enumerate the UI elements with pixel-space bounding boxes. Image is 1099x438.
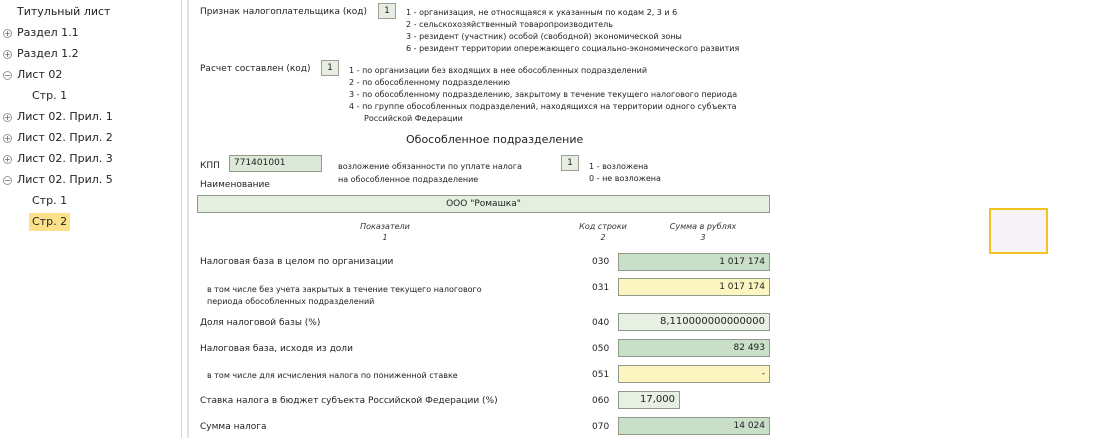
calc-by-label: Расчет составлен (код) bbox=[200, 64, 311, 74]
subdivision-title: Обособленное подразделение bbox=[406, 133, 584, 146]
tree-item-label: Лист 02. Прил. 3 bbox=[17, 152, 113, 165]
calc-by-option-3: 3 - по обособленному подразделению, закрытому в течение текущего налогового периода bbox=[349, 90, 738, 99]
tree-item-sheet-02[interactable] bbox=[17, 66, 62, 84]
row-label-051: в том числе для исчисления налога по пониженной ставке bbox=[207, 371, 458, 380]
amount-field-070[interactable]: 14 024 bbox=[618, 417, 770, 435]
calc-by-option-2: 2 - по обособленному подразделению bbox=[349, 78, 510, 87]
column-header-amount: Сумма в рублях bbox=[669, 222, 737, 231]
name-label: Наименование bbox=[200, 180, 270, 190]
tree-item-title-page[interactable] bbox=[17, 3, 110, 21]
row-code-060: 060 bbox=[592, 396, 610, 406]
calc-by-option-4: 4 - по группе обособленных подразделений, находящихся на территории одного субъекта bbox=[349, 102, 737, 111]
tree-item-sheet-02-page-1[interactable] bbox=[32, 87, 67, 105]
column-header-amount-num: 3 bbox=[700, 233, 706, 242]
tree-item-sheet-02-app-2[interactable] bbox=[17, 129, 113, 147]
calc-by-code-field[interactable]: 1 bbox=[321, 60, 339, 76]
row-code-040: 040 bbox=[592, 318, 610, 328]
duty-label-line-2: на обособленное подразделение bbox=[338, 175, 479, 184]
expand-icon[interactable]: + bbox=[4, 134, 11, 143]
taxpayer-sign-label: Признак налогоплательщика (код) bbox=[200, 7, 368, 17]
column-header-indicators: Показатели bbox=[360, 222, 410, 231]
tree-item-label: Стр. 1 bbox=[32, 89, 68, 102]
duty-code-field[interactable]: 1 bbox=[561, 155, 579, 171]
taxpayer-sign-option-2: 2 - сельскохозяйственный товаропроизводитель bbox=[406, 20, 613, 29]
tree-item-label: Лист 02. Прил. 2 bbox=[17, 131, 113, 144]
tree-item-label: Стр. 1 bbox=[32, 194, 68, 207]
expand-icon[interactable]: + bbox=[4, 113, 11, 122]
row-code-051: 051 bbox=[592, 370, 610, 380]
row-label-050: Налоговая база, исходя из доли bbox=[200, 344, 353, 354]
row-code-031: 031 bbox=[592, 283, 610, 293]
row-label-030: Налоговая база в целом по организации bbox=[200, 257, 394, 267]
empty-focus-box[interactable] bbox=[989, 208, 1048, 254]
collapse-icon[interactable]: − bbox=[4, 71, 11, 80]
tree-item-label: Титульный лист bbox=[17, 5, 111, 18]
column-header-line-code-num: 2 bbox=[600, 233, 606, 242]
tree-item-section-1-1[interactable] bbox=[17, 24, 79, 42]
tree-item-section-1-2[interactable] bbox=[17, 45, 79, 63]
duty-option-1: 1 - возложена bbox=[589, 162, 649, 171]
row-label-060: Ставка налога в бюджет субъекта Российской Федерации (%) bbox=[200, 396, 498, 406]
tree-item-app-5-page-1[interactable] bbox=[32, 192, 67, 210]
tree-item-label: Стр. 2 bbox=[32, 215, 68, 228]
row-label-040: Доля налоговой базы (%) bbox=[200, 318, 321, 328]
expand-icon[interactable]: + bbox=[4, 29, 11, 38]
calc-by-option-1: 1 - по организации без входящих в нее обособленных подразделений bbox=[349, 66, 648, 75]
calc-by-option-4-cont: Российской Федерации bbox=[364, 114, 463, 123]
tree-item-app-5-page-2[interactable] bbox=[29, 213, 70, 231]
amount-field-050[interactable]: 82 493 bbox=[618, 339, 770, 357]
splitter[interactable] bbox=[187, 0, 189, 438]
row-code-070: 070 bbox=[592, 422, 610, 432]
row-label-070: Сумма налога bbox=[200, 422, 267, 432]
amount-field-030[interactable]: 1 017 174 bbox=[618, 253, 770, 271]
row-label-031: в том числе без учета закрытых в течение текущего налогового bbox=[207, 285, 482, 294]
taxpayer-sign-option-3: 3 - резидент (участник) особой (свободной) экономической зоны bbox=[406, 32, 682, 41]
amount-field-051[interactable]: - bbox=[618, 365, 770, 383]
tree-item-label: Лист 02 bbox=[17, 68, 63, 81]
expand-icon[interactable]: + bbox=[4, 50, 11, 59]
row-code-030: 030 bbox=[592, 257, 610, 267]
collapse-icon[interactable]: − bbox=[4, 176, 11, 185]
taxpayer-sign-option-4: 6 - резидент территории опережающего социально-экономического развития bbox=[406, 44, 740, 53]
taxpayer-sign-code-field[interactable]: 1 bbox=[378, 3, 396, 19]
row-label-031-cont: периода обособленных подразделений bbox=[207, 297, 375, 306]
amount-field-040[interactable]: 8,110000000000000 bbox=[618, 313, 770, 331]
organization-name-field[interactable]: ООО "Ромашка" bbox=[197, 195, 770, 213]
tree-item-sheet-02-app-1[interactable] bbox=[17, 108, 113, 126]
duty-option-2: 0 - не возложена bbox=[589, 174, 661, 183]
tree-item-label: Лист 02. Прил. 1 bbox=[17, 110, 113, 123]
kpp-label: КПП bbox=[200, 161, 220, 171]
column-header-line-code: Код строки bbox=[579, 222, 627, 231]
tree-item-label: Раздел 1.1 bbox=[17, 26, 79, 39]
expand-icon[interactable]: + bbox=[4, 155, 11, 164]
column-header-indicators-num: 1 bbox=[382, 233, 388, 242]
tree-item-sheet-02-app-5[interactable] bbox=[17, 171, 113, 189]
duty-label-line-1: возложение обязанности по уплате налога bbox=[338, 162, 522, 171]
kpp-field[interactable]: 771401001 bbox=[229, 155, 322, 172]
tree-item-label: Лист 02. Прил. 5 bbox=[17, 173, 113, 186]
amount-field-060[interactable]: 17,000 bbox=[618, 391, 680, 409]
navigation-tree bbox=[0, 0, 182, 438]
tree-item-sheet-02-app-3[interactable] bbox=[17, 150, 113, 168]
tree-item-label: Раздел 1.2 bbox=[17, 47, 79, 60]
amount-field-031[interactable]: 1 017 174 bbox=[618, 278, 770, 296]
taxpayer-sign-option-1: 1 - организация, не относящаяся к указанным по кодам 2, 3 и 6 bbox=[406, 8, 678, 17]
row-code-050: 050 bbox=[592, 344, 610, 354]
